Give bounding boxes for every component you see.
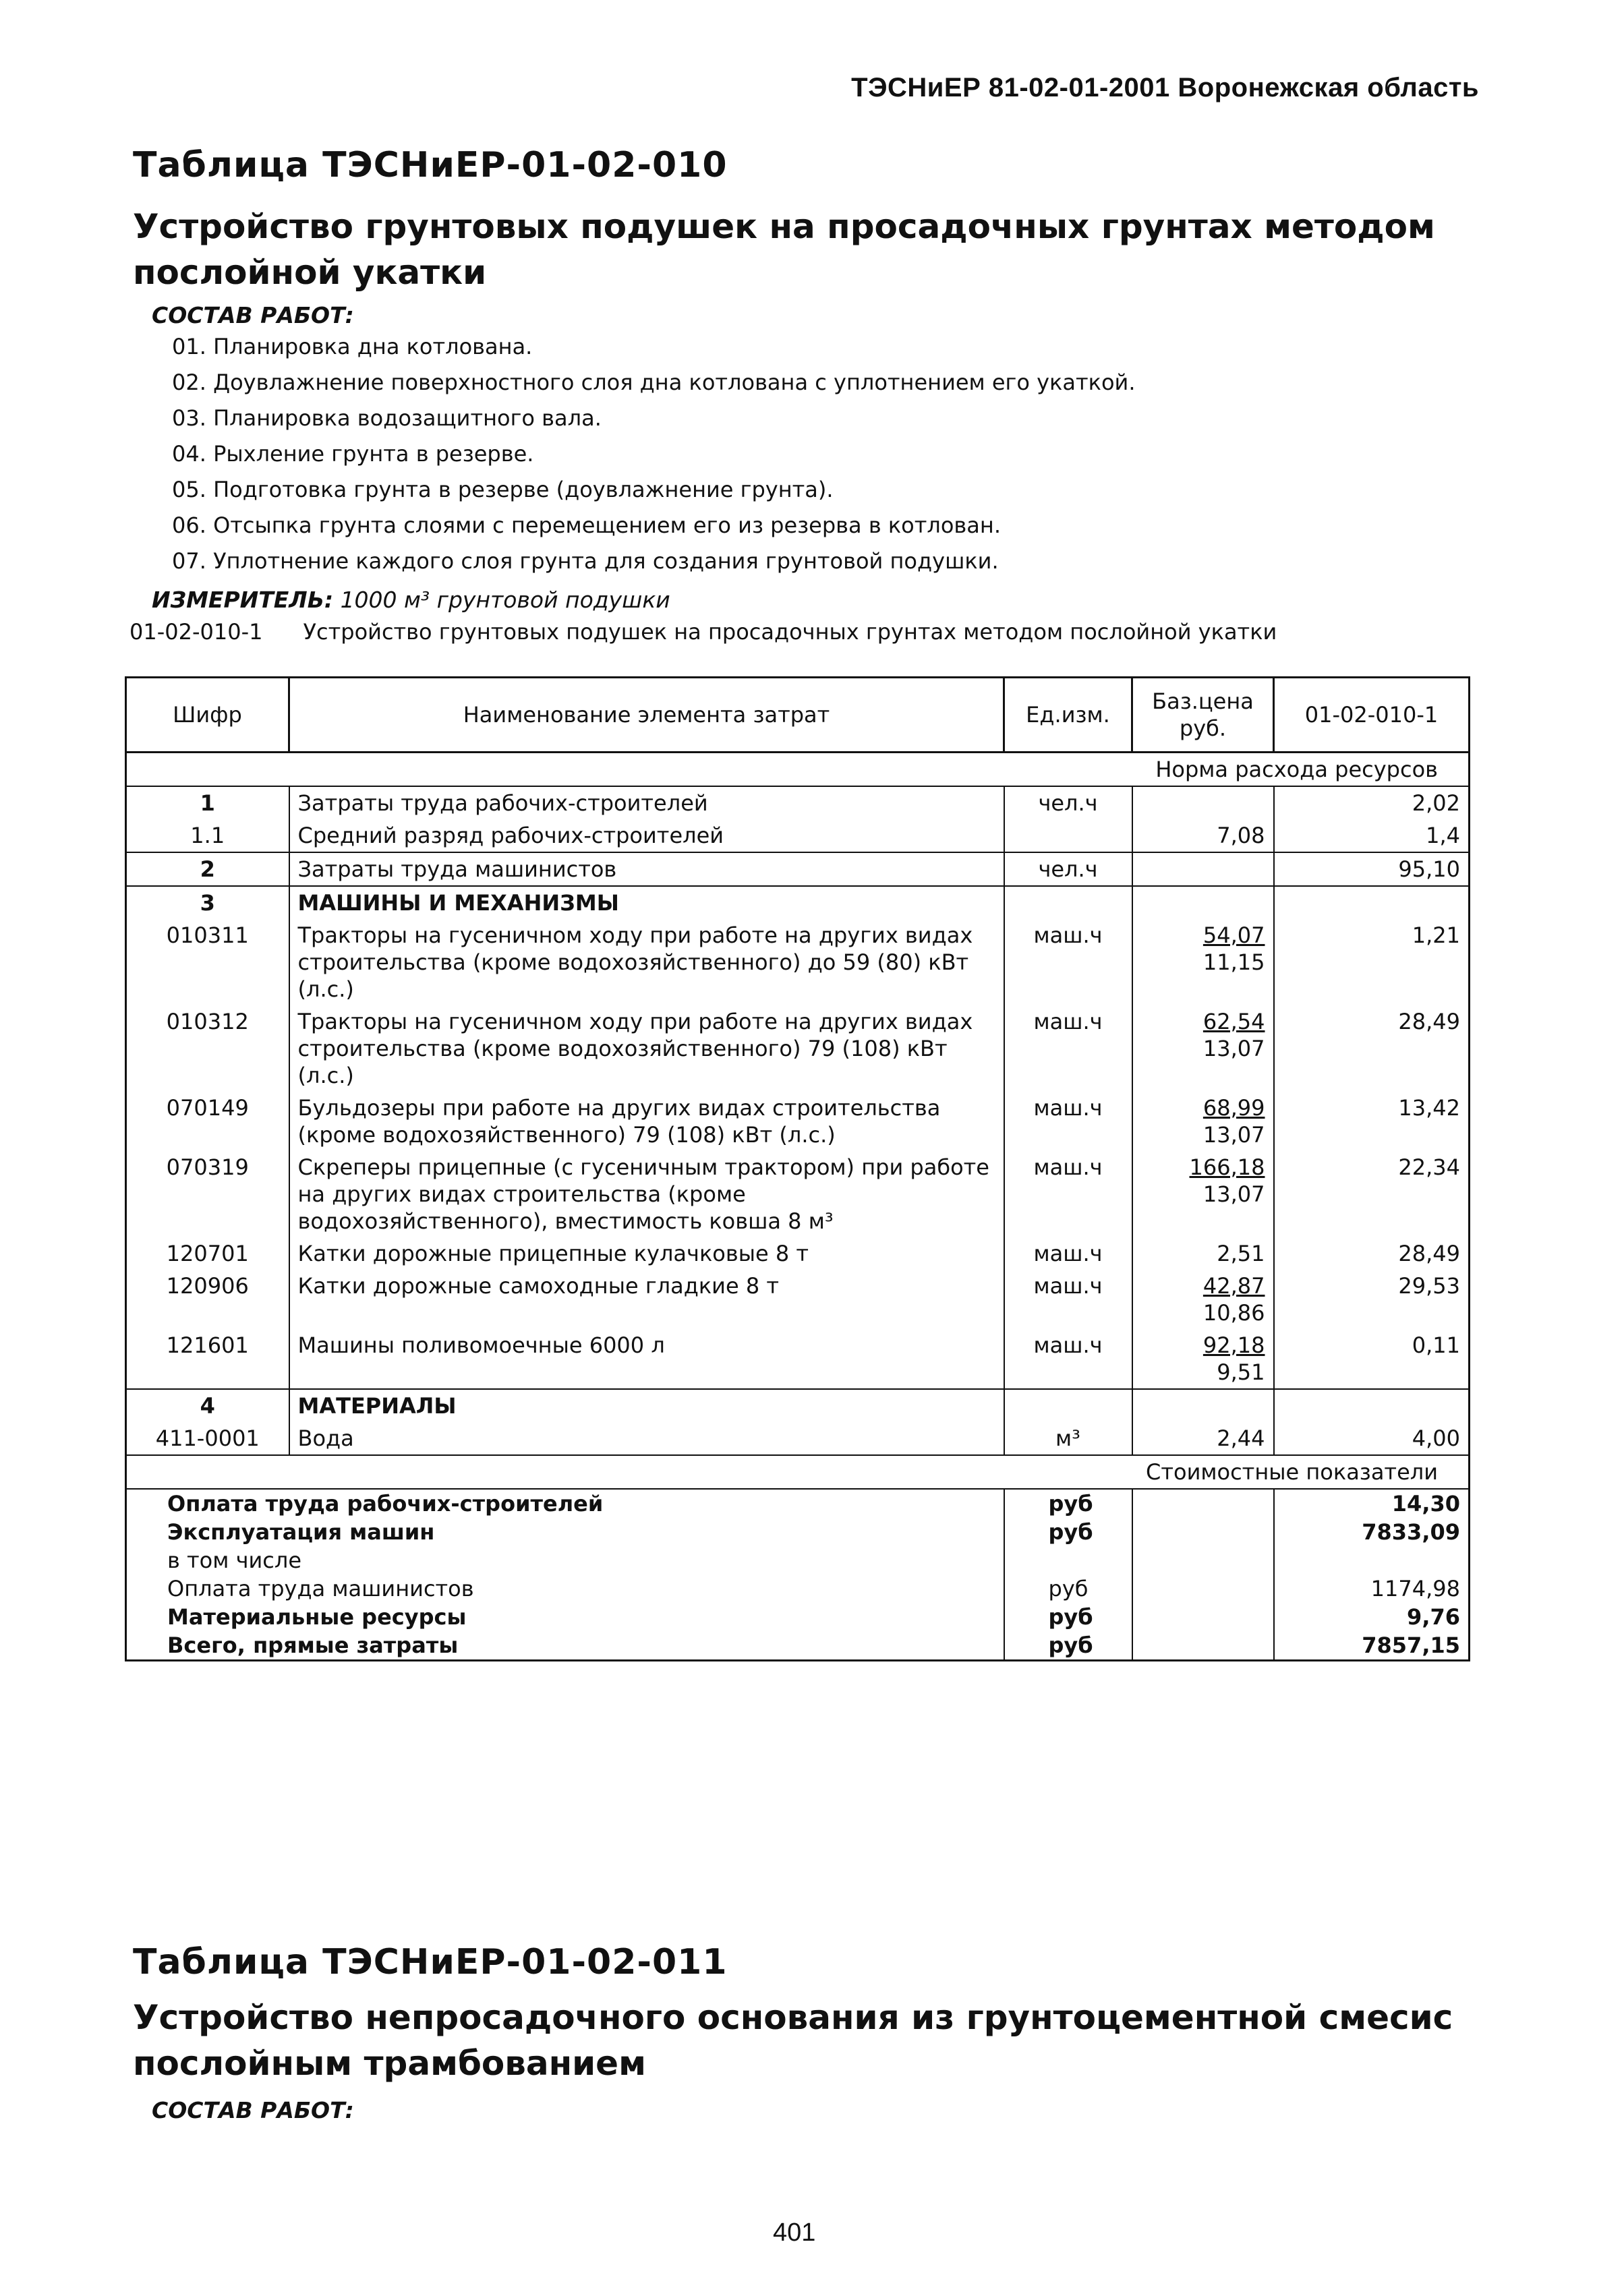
cost-row: в том числе bbox=[126, 1546, 1470, 1574]
work-item: 06. Отсыпка грунта слоями с перемещением его из резерва в котлован. bbox=[172, 512, 1001, 538]
table-row: 2 Затраты труда машинистов чел.ч 95,10 bbox=[126, 852, 1470, 886]
table-row: 1.1 Средний разряд рабочих-строителей 7,08 1,4 bbox=[126, 819, 1470, 852]
table-row: 120701 Катки дорожные прицепные кулачковые 8 т маш.ч 2,51 28,49 bbox=[126, 1237, 1470, 1270]
meter-value: 1000 м³ грунтовой подушки bbox=[340, 587, 670, 613]
work-item: 01. Планировка дна котлована. bbox=[172, 334, 533, 359]
meter-label: ИЗМЕРИТЕЛЬ: bbox=[152, 587, 334, 613]
table-row: 070149 Бульдозеры при работе на других видах строительства (кроме водохозяйственного) 79 (108) кВт (л.с.) маш.ч 68,99 13,07 13,42 bbox=[126, 1092, 1470, 1151]
norm-code: 01-02-010-1 bbox=[129, 619, 263, 645]
table-row: 1 Затраты труда рабочих-строителей чел.ч 2,02 bbox=[126, 786, 1470, 819]
band-cost: Стоимостные показатели bbox=[126, 1455, 1470, 1489]
cost-row: Всего, прямые затраты руб 7857,15 bbox=[126, 1631, 1470, 1661]
table-row: 120906 Катки дорожные самоходные гладкие 8 т маш.ч 42,87 10,86 29,53 bbox=[126, 1270, 1470, 1329]
norms-table bbox=[125, 676, 1470, 1661]
work-item: 07. Уплотнение каждого слоя грунта для создания грунтовой подушки. bbox=[172, 548, 999, 574]
meter-line bbox=[152, 587, 670, 613]
band-norm-row bbox=[126, 753, 1470, 787]
document-reference: ТЭСНиЕР 81-02-01-2001 Воронежская область bbox=[851, 73, 1479, 102]
cost-row: Оплата труда машинистов руб 1174,98 bbox=[126, 1574, 1470, 1603]
table-row: 070319 Скреперы прицепные (с гусеничным трактором) при работе на других видах строительства (кроме водохозяйственного), вместимость ковша 8 м³ маш.ч 166,18 13,07 22,34 bbox=[126, 1151, 1470, 1237]
table-row: 010312 Тракторы на гусеничном ходу при работе на других видах строительства (кроме водохозяйственного) 79 (108) кВт (л.с.) маш.ч 62,54 13,07 28,49 bbox=[126, 1005, 1470, 1092]
works-list bbox=[172, 329, 1136, 579]
work-item: 03. Планировка водозащитного вала. bbox=[172, 405, 602, 431]
cost-row: Эксплуатация машин руб 7833,09 bbox=[126, 1518, 1470, 1546]
section-title: Устройство грунтовых подушек на просадочных грунтах методом послойной укатки bbox=[133, 207, 1435, 292]
column-header-value: 01-02-010-1 bbox=[1274, 678, 1470, 753]
table-group-row: 4 МАТЕРИАЛЫ bbox=[126, 1389, 1470, 1422]
work-item: 02. Доувлажнение поверхностного слоя дна котлована с уплотнением его укаткой. bbox=[172, 370, 1136, 395]
band-norm: Норма расхода ресурсов bbox=[126, 753, 1470, 787]
column-header-code: Шифр bbox=[126, 678, 289, 753]
table-title: Таблица ТЭСНиЕР-01-02-010 bbox=[133, 145, 728, 185]
work-item: 04. Рыхление грунта в резерве. bbox=[172, 441, 534, 467]
table-group-row: 3 МАШИНЫ И МЕХАНИЗМЫ bbox=[126, 886, 1470, 919]
norm-subheading bbox=[129, 619, 1277, 645]
cost-row: Материальные ресурсы руб 9,76 bbox=[126, 1603, 1470, 1631]
cost-row: Оплата труда рабочих-строителей руб 14,30 bbox=[126, 1489, 1470, 1518]
column-header-name: Наименование элемента затрат bbox=[289, 678, 1004, 753]
norm-description: Устройство грунтовых подушек на просадочных грунтах методом послойной укатки bbox=[303, 619, 1277, 645]
section-title-2: Устройство непросадочного основания из грунтоцементной смесис послойным трамбованием bbox=[133, 1998, 1453, 2083]
band-cost-row bbox=[126, 1455, 1470, 1489]
table-row: 010311 Тракторы на гусеничном ходу при работе на других видах строительства (кроме водохозяйственного) до 59 (80) кВт (л.с.) маш.ч 54,07 11,15 1,21 bbox=[126, 919, 1470, 1005]
work-item: 05. Подготовка грунта в резерве (доувлажнение грунта). bbox=[172, 477, 834, 502]
table-title-2: Таблица ТЭСНиЕР-01-02-011 bbox=[133, 1942, 728, 1982]
works-label-2: СОСТАВ РАБОТ: bbox=[152, 2097, 354, 2123]
works-label: СОСТАВ РАБОТ: bbox=[152, 302, 354, 328]
table-header-row bbox=[126, 678, 1470, 753]
column-header-unit: Ед.изм. bbox=[1004, 678, 1132, 753]
page-number: 401 bbox=[773, 2218, 816, 2247]
table-row: 121601 Машины поливомоечные 6000 л маш.ч 92,18 9,51 0,11 bbox=[126, 1329, 1470, 1389]
column-header-price: Баз.цена руб. bbox=[1132, 678, 1274, 753]
table-row: 411-0001 Вода м³ 2,44 4,00 bbox=[126, 1422, 1470, 1455]
